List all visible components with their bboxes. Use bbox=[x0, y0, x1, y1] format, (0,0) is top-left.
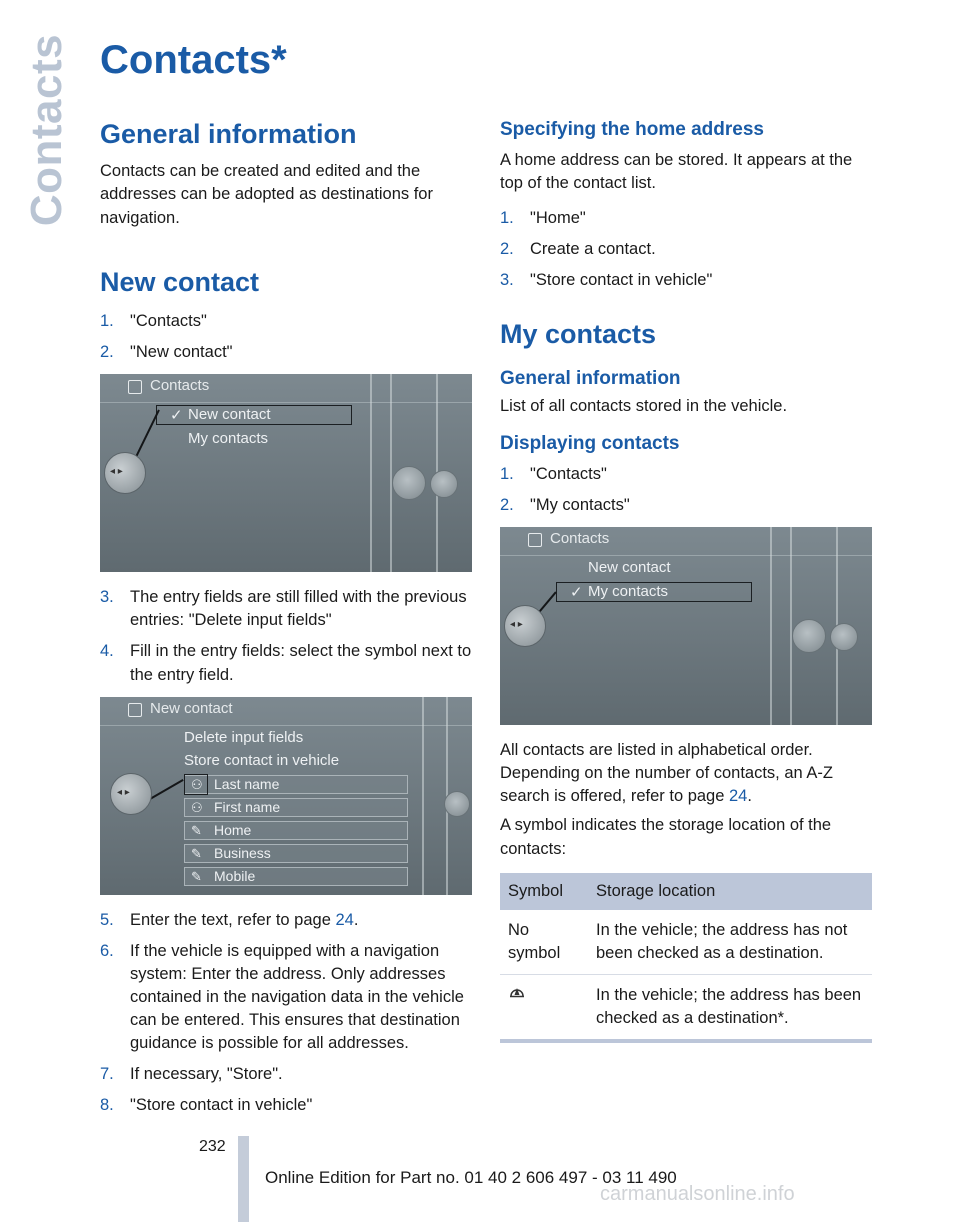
footer-text: Online Edition for Part no. 01 40 2 606 497 - 03 11 490 bbox=[265, 1168, 677, 1187]
home-text: A home address can be stored. It appears at the top of the contact list. bbox=[500, 150, 853, 192]
heading-my-contacts: My contacts bbox=[500, 319, 657, 350]
heading-general-information-2: General information bbox=[500, 367, 681, 389]
my-contacts-text: List of all contacts stored in the vehicle. bbox=[500, 397, 788, 416]
selection-box bbox=[184, 774, 208, 795]
person-icon: ⚇ bbox=[191, 799, 203, 815]
symbol-text: A symbol indicates the storage location of the contacts: bbox=[500, 816, 832, 858]
page-link[interactable]: 24 bbox=[729, 787, 748, 806]
steps-entry bbox=[100, 586, 472, 686]
option-icon bbox=[830, 623, 858, 651]
option-icon bbox=[430, 470, 458, 498]
table-header-row bbox=[500, 873, 872, 910]
list-item: 5. Enter the text, refer to page 24. bbox=[100, 910, 359, 929]
table-cell: No symbol bbox=[500, 910, 588, 975]
page-link[interactable]: 24 bbox=[335, 910, 354, 929]
list-item: 2. "New contact" bbox=[100, 343, 233, 362]
arrows-icon: ◂ ▸ bbox=[510, 619, 523, 631]
contacts-icon bbox=[128, 380, 142, 394]
field-home[interactable]: ✎ Home bbox=[184, 821, 408, 840]
contacts-icon bbox=[528, 533, 542, 547]
field-mobile[interactable]: ✎ Mobile bbox=[184, 867, 408, 886]
menu-item-new-contact[interactable]: New contact bbox=[188, 406, 271, 424]
table-cell: In the vehicle; the address has been checked as a destination*. bbox=[588, 974, 872, 1041]
heading-displaying-contacts: Displaying contacts bbox=[500, 433, 680, 455]
list-item: 6. If the vehicle is equipped with a navigation system: Enter the address. Only addresses contained in the navigation data in the vehicle can be entered. This ensures that destination guidance is possible for all addresses. bbox=[100, 941, 464, 1053]
steps-display bbox=[500, 463, 872, 517]
footer-bar bbox=[238, 1136, 249, 1222]
list-item: 1. "Contacts" bbox=[500, 465, 607, 484]
list-item: 3. "Store contact in vehicle" bbox=[500, 271, 713, 290]
table-header: Storage location bbox=[588, 873, 872, 910]
field-last-name[interactable]: ⚇ Last name bbox=[184, 775, 408, 794]
menu-item-my-contacts[interactable]: My contacts bbox=[188, 430, 269, 448]
steps-home bbox=[500, 207, 872, 292]
steps-enter bbox=[100, 909, 472, 1118]
nav-icon bbox=[392, 466, 426, 500]
steps-new-contact bbox=[100, 310, 472, 364]
arrows-icon: ◂ ▸ bbox=[110, 466, 123, 478]
list-item: 1. "Contacts" bbox=[100, 312, 207, 331]
storage-table bbox=[500, 873, 872, 1043]
person-icon: ⚇ bbox=[191, 776, 203, 792]
menu-item-my-contacts[interactable]: My contacts bbox=[588, 583, 669, 601]
list-item: 1. "Home" bbox=[500, 208, 586, 227]
arrows-icon: ◂ ▸ bbox=[117, 786, 130, 798]
new-contact-icon bbox=[128, 703, 142, 717]
screen-contacts-menu: Contacts ✓ New contact My contacts ◂ ▸ bbox=[100, 374, 472, 572]
heading-new-contact: New contact bbox=[100, 266, 260, 297]
right-column bbox=[500, 118, 872, 1043]
page-number: 232 bbox=[199, 1138, 226, 1155]
screen-new-contact: New contact Delete input fields Store contact in vehicle ⚇ Last name ⚇ First name ✎ Home ✎ Business ✎ Mobile ◂ ▸ bbox=[100, 697, 472, 895]
list-item: 7. If necessary, "Store". bbox=[100, 1065, 283, 1084]
field-business[interactable]: ✎ Business bbox=[184, 844, 408, 863]
list-item: 3. The entry fields are still filled with the previous entries: "Delete input fields" bbox=[100, 588, 467, 630]
edit-icon: ✎ bbox=[191, 822, 202, 838]
side-tab: Contacts bbox=[22, 33, 71, 227]
list-text: All contacts are listed in alphabetical order. Depending on the number of contacts, an A-Z search is offered, refer to page 24. bbox=[500, 741, 833, 806]
plus-icon bbox=[444, 791, 470, 817]
screen-my-contacts: Contacts New contact ✓ My contacts ◂ ▸ bbox=[500, 527, 872, 725]
list-item: 2. Create a contact. bbox=[500, 239, 656, 258]
heading-general-information: General information bbox=[100, 119, 357, 149]
table-cell: In the vehicle; the address has not been checked as a destination. bbox=[588, 910, 872, 975]
list-item: 2. "My contacts" bbox=[500, 496, 630, 515]
field-first-name[interactable]: ⚇ First name bbox=[184, 798, 408, 817]
page-title: Contacts* bbox=[100, 38, 287, 82]
heading-home-address: Specifying the home address bbox=[500, 119, 764, 140]
check-icon: ✓ bbox=[570, 584, 583, 602]
nav-icon bbox=[792, 619, 826, 653]
left-column bbox=[100, 118, 472, 1125]
table-row bbox=[500, 974, 872, 1041]
list-item: 8. "Store contact in vehicle" bbox=[100, 1096, 313, 1115]
list-item: 4. Fill in the entry fields: select the symbol next to the entry field. bbox=[100, 642, 472, 684]
edit-icon: ✎ bbox=[191, 868, 202, 884]
watermark: carmanualsonline.info bbox=[600, 1183, 795, 1205]
table-cell bbox=[500, 974, 588, 1041]
menu-item-new-contact[interactable]: New contact bbox=[588, 559, 671, 577]
table-header: Symbol bbox=[500, 873, 588, 910]
edit-icon: ✎ bbox=[191, 845, 202, 861]
general-text: Contacts can be created and edited and the addresses can be adopted as destinations for navigation. bbox=[100, 162, 433, 227]
check-icon: ✓ bbox=[170, 407, 183, 425]
destination-checked-icon bbox=[508, 984, 526, 1002]
table-row bbox=[500, 910, 872, 975]
menu-item-store-contact[interactable]: Store contact in vehicle bbox=[184, 751, 340, 769]
menu-item-delete-input[interactable]: Delete input fields bbox=[184, 728, 304, 746]
